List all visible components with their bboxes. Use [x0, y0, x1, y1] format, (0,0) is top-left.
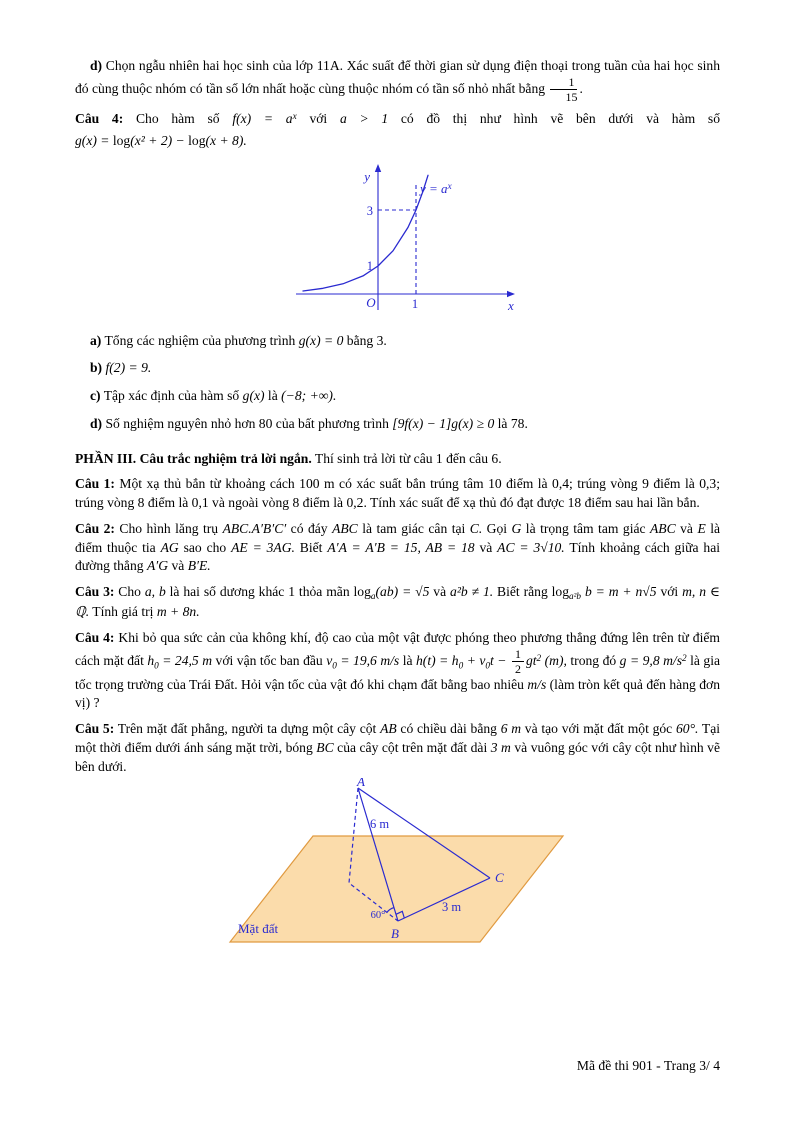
- text-run: Tính giá trị: [89, 604, 157, 620]
- exponential-graph-figure: [75, 159, 720, 323]
- text-run: E: [697, 520, 706, 536]
- text-run: Khi bỏ qua sức cản của không khí, độ cao của một vật được phóng theo phương thẳng đứng lên trên từ điểm cách mặt đất: [75, 629, 720, 668]
- text-run: Biết rằng: [493, 584, 552, 600]
- text-run: Câu 4:: [75, 111, 124, 127]
- text-run: + v: [463, 652, 486, 668]
- text-run: Tổng các nghiệm của phương trình: [101, 332, 299, 348]
- text-run: ABC: [650, 520, 676, 536]
- text-run: và tạo với mặt đất một góc: [521, 721, 676, 737]
- text-run: = 19,6 m/s: [336, 652, 400, 668]
- text-run: c): [90, 388, 101, 404]
- text-run: (−8; +∞).: [281, 388, 337, 404]
- exponential-curve: [303, 175, 428, 291]
- text-run: b = m + n√5: [581, 584, 657, 600]
- text-run: (làm tròn kết quả đến hàng đơn vị) ?: [75, 676, 720, 711]
- curve-equation-exponent: x: [447, 181, 452, 192]
- text-run: 0: [332, 659, 337, 670]
- fraction-numerator: 1: [550, 76, 577, 91]
- text-run: Câu 4:: [75, 629, 115, 645]
- length-BC-label: 3 m: [441, 900, 461, 915]
- part3-question-4: [75, 629, 720, 713]
- inline-fraction: [512, 648, 524, 676]
- point-B-label: B: [390, 926, 399, 942]
- text-run: b): [90, 360, 103, 376]
- text-run: 6 m: [500, 721, 522, 737]
- y-axis-label: y: [363, 168, 370, 184]
- text-run: và: [168, 558, 188, 574]
- part3-question-2: [75, 520, 720, 576]
- text-run: Một xạ thủ bắn từ khoảng cách 100 m có xác suất bắn trúng tâm 10 điểm là 0,4; trúng vòng 9 điểm là 0,3; trúng vòng 8 điểm là 0,1 và ngoài vòng 8 điểm là 0,2. Tính xác suất để xạ thủ đó đạt được 18 điểm sau hai lần bắn.: [75, 476, 720, 511]
- text-run: g(x) = 0: [298, 332, 344, 348]
- text-run: BC: [316, 739, 334, 755]
- text-run: C.: [469, 520, 483, 536]
- text-run: g(x): [242, 388, 265, 404]
- text-run: có chiều dài bằng: [396, 721, 501, 737]
- text-run: G: [511, 520, 522, 536]
- text-run: a²b: [569, 591, 582, 602]
- text-run: ABC.A′B′C′: [222, 520, 287, 536]
- text-run: Cho: [114, 584, 145, 600]
- text-run: bằng 3.: [343, 332, 387, 348]
- angle-60-label: 60°: [370, 910, 385, 922]
- text-run: là: [264, 388, 282, 404]
- y-tick-1: 1: [366, 258, 373, 273]
- part3-question-5: [75, 720, 720, 776]
- part3-question-1: [75, 475, 720, 513]
- text-run: (x + 8).: [205, 132, 247, 148]
- fraction-denominator: 2: [514, 662, 521, 677]
- text-run: 2: [536, 652, 542, 663]
- ground-pole-figure: [75, 778, 720, 950]
- x-axis-arrow-icon: [507, 290, 515, 296]
- text-run: m, n ∈ ℚ.: [75, 584, 720, 620]
- text-run: v: [326, 652, 333, 668]
- text-run: 3 m: [490, 739, 511, 755]
- text-run: g(x) =: [75, 132, 113, 148]
- question-4-formula: [75, 132, 720, 151]
- graph-lines: [296, 172, 507, 310]
- text-run: 0: [485, 659, 491, 670]
- curve-equation-label: [418, 181, 453, 196]
- text-run: có đồ thị như hình vẽ bên dưới và hàm số: [388, 111, 720, 127]
- text-run: x: [292, 110, 297, 121]
- pole-shadow-diagram: [218, 778, 578, 946]
- text-run: Cho hàm số: [123, 111, 233, 127]
- text-run: sao cho: [178, 539, 232, 555]
- text-run: là: [399, 652, 416, 668]
- text-run: Biết: [294, 539, 328, 555]
- text-run: là trọng tâm tam giác: [521, 520, 650, 536]
- text-run: log: [112, 132, 131, 148]
- text-run: a, b: [144, 584, 166, 600]
- text-run: t −: [490, 652, 510, 668]
- text-run: 0: [458, 659, 464, 670]
- text-run: h(t) = h: [416, 652, 459, 668]
- question-4-item-b: [75, 359, 720, 378]
- text-run: của cây cột trên mặt đất dài: [333, 739, 491, 755]
- fraction-numerator: 1: [512, 648, 524, 663]
- text-run: với: [656, 584, 683, 600]
- text-run: a: [370, 591, 376, 602]
- text-run: Câu 2:: [75, 520, 115, 536]
- y-axis-arrow-icon: [374, 164, 380, 172]
- text-run: AG: [160, 539, 179, 555]
- text-run: với vận tốc ban đầu: [212, 652, 327, 668]
- text-run: Chọn ngẫu nhiên hai học sinh của lớp 11A. Xác suất để thời gian sử dụng điện thoại trong tuần của hai học sinh đó cùng thuộc nhóm có tần số lớn nhất hoặc cùng thuộc nhóm có tần số nhỏ nhất bằng: [75, 58, 720, 96]
- text-run: .: [579, 80, 583, 96]
- text-run: gt: [525, 652, 537, 668]
- text-run: AC = 3√10.: [497, 539, 565, 555]
- text-run: ABC: [332, 520, 358, 536]
- text-run: = 24,5 m: [158, 652, 213, 668]
- text-run: f(2) = 9.: [105, 360, 152, 376]
- text-run: m + 8n.: [156, 604, 200, 620]
- text-run: AE = 3AG.: [231, 539, 295, 555]
- text-run: B′E.: [187, 558, 211, 574]
- text-run: có đáy: [286, 520, 333, 536]
- text-run: A′G: [146, 558, 169, 574]
- text-run: và vuông góc với cây cột như hình vẽ bên dưới.: [75, 739, 720, 774]
- exponential-graph: [278, 159, 518, 319]
- text-run: a²b ≠ 1.: [450, 584, 494, 600]
- ground-label: Mặt đất: [237, 921, 278, 937]
- length-AB-label: 6 m: [369, 817, 389, 832]
- text-run: với: [296, 111, 340, 127]
- text-run: là 78.: [494, 415, 528, 431]
- text-run: và: [675, 520, 698, 536]
- text-run: là hai số dương khác 1 thỏa mãn: [165, 584, 354, 600]
- text-run: Câu 5:: [75, 721, 115, 737]
- text-run: a): [90, 332, 102, 348]
- page-footer: Mã đề thi 901 - Trang 3/ 4: [576, 1058, 720, 1073]
- graph-labels: [362, 169, 514, 313]
- text-run: 0: [154, 659, 159, 670]
- text-run: Câu 1:: [75, 476, 115, 492]
- text-run: log: [353, 584, 371, 600]
- paragraph-d-probability: [75, 57, 720, 104]
- question-4-statement: [75, 110, 720, 129]
- text-run: [9f(x) − 1]g(x) ≥ 0: [392, 415, 495, 431]
- text-run: và: [429, 584, 451, 600]
- origin-label: O: [365, 294, 376, 310]
- text-run: d): [90, 58, 103, 73]
- text-run: a > 1: [339, 111, 389, 127]
- text-run: là gia tốc trọng trường của Trái Đất. Hỏi vận tốc của vật đó khi chạm đất bằng bao nhiêu: [75, 652, 721, 692]
- point-C-label: C: [494, 870, 504, 886]
- text-run: Trên mặt đất phẳng, người ta dựng một cây cột: [114, 721, 381, 737]
- text-run: g = 9,8 m/s: [619, 652, 682, 668]
- text-run: log: [188, 132, 206, 148]
- text-run: 60°.: [675, 721, 699, 737]
- text-run: là tam giác cân tại: [357, 520, 470, 536]
- text-run: Tính khoảng cách giữa hai đường thẳng: [75, 539, 721, 574]
- text-run: Tập xác định của hàm số: [100, 388, 243, 404]
- text-run: A′A = A′B = 15, AB = 18: [327, 539, 475, 555]
- text-run: AB: [380, 721, 397, 737]
- x-tick-1: 1: [411, 296, 418, 311]
- text-run: log: [551, 584, 570, 600]
- x-axis-label: x: [507, 297, 514, 313]
- question-4-item-a: [75, 332, 720, 351]
- text-run: Tại một thời điểm dưới ánh sáng mặt trời, bóng: [75, 721, 721, 755]
- point-A-label: A: [356, 778, 365, 790]
- question-4-item-d: [75, 415, 720, 434]
- text-run: (ab) = √5: [375, 584, 430, 600]
- part3-question-3: [75, 583, 720, 622]
- text-run: d): [90, 415, 103, 431]
- part-3-heading: [75, 450, 720, 469]
- text-run: Thí sinh trả lời từ câu 1 đến câu 6.: [311, 450, 502, 466]
- y-tick-3: 3: [366, 203, 373, 218]
- text-run: Số nghiệm nguyên nhỏ hơn 80 của bất phương trình: [102, 415, 393, 431]
- text-run: 2: [681, 652, 687, 663]
- text-run: là điểm thuộc tia: [75, 520, 721, 555]
- text-run: (m),: [541, 652, 567, 668]
- text-run: Cho hình lăng trụ: [114, 520, 223, 536]
- text-run: h: [147, 652, 155, 668]
- curve-equation-base: y = a: [419, 180, 448, 196]
- inline-fraction: [550, 76, 577, 104]
- text-run: PHẦN III. Câu trắc nghiệm trả lời ngắn.: [75, 450, 312, 466]
- fraction-denominator: 15: [565, 90, 578, 105]
- text-run: và: [474, 539, 498, 555]
- text-run: (x² + 2) −: [130, 132, 189, 148]
- text-run: m/s: [527, 676, 547, 692]
- text-run: Câu 3:: [75, 584, 115, 600]
- text-run: Gọi: [482, 520, 512, 536]
- text-run: trong đó: [566, 652, 620, 668]
- text-run: f(x) = a: [232, 111, 293, 127]
- question-4-item-c: [75, 387, 720, 406]
